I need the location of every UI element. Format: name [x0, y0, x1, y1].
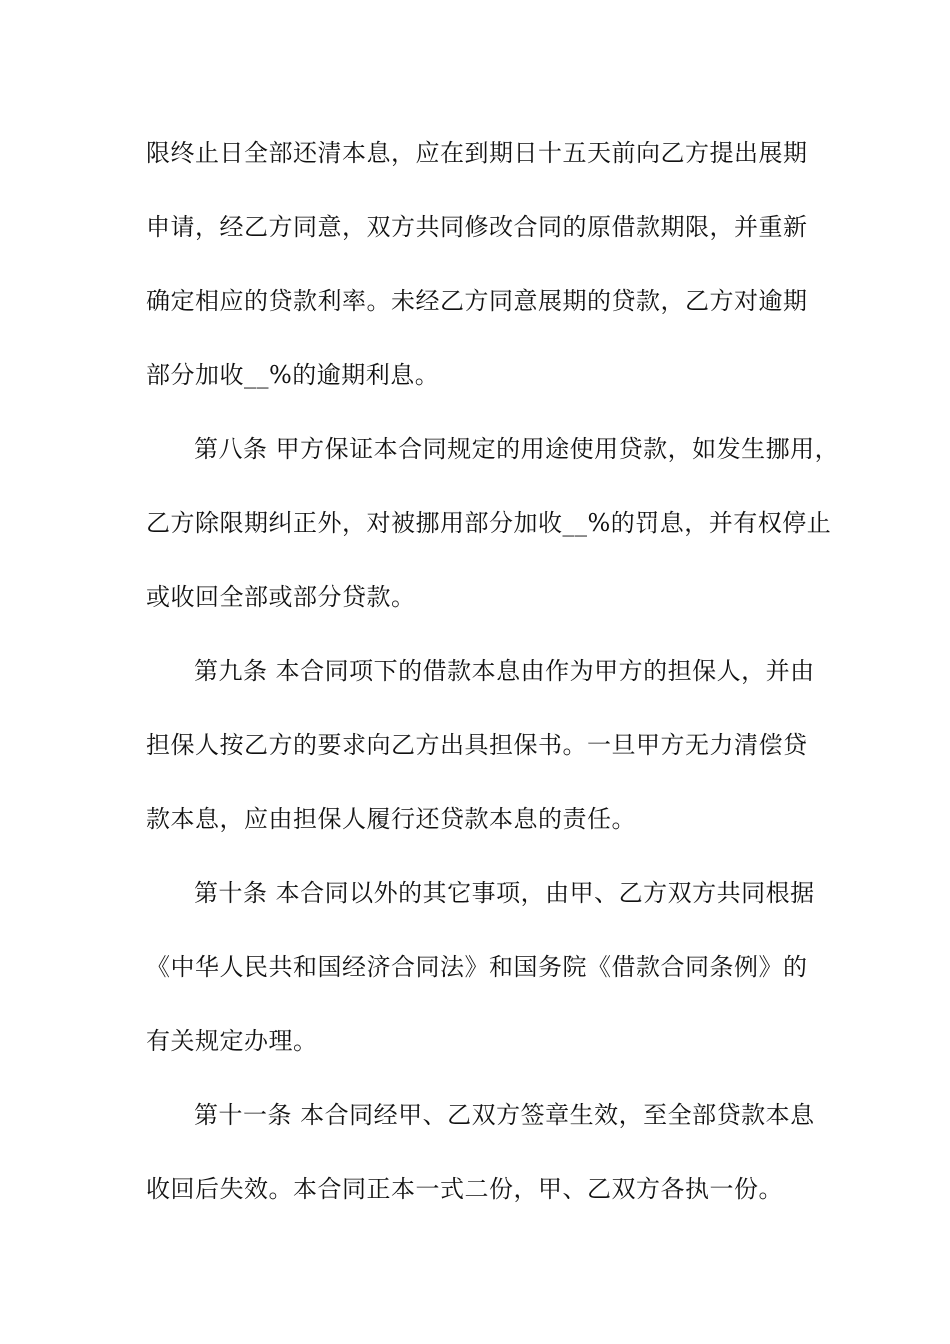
text-line: 担保人按乙方的要求向乙方出具担保书。一旦甲方无力清偿贷	[146, 731, 808, 759]
text-line: 限终止日全部还清本息，应在到期日十五天前向乙方提出展期	[146, 139, 808, 167]
article-8-heading-line: 第八条 甲方保证本合同规定的用途使用贷款，如发生挪用，	[194, 435, 840, 463]
text-line: 《中华人民共和国经济合同法》和国务院《借款合同条例》的	[146, 953, 808, 981]
article-11-heading-line: 第十一条 本合同经甲、乙双方签章生效，至全部贷款本息	[194, 1101, 815, 1129]
text-line: 确定相应的贷款利率。未经乙方同意展期的贷款，乙方对逾期	[146, 287, 808, 315]
text-line: 或收回全部或部分贷款。	[146, 583, 416, 611]
text-line: 收回后失效。本合同正本一式二份，甲、乙双方各执一份。	[146, 1175, 783, 1203]
text-line: 乙方除限期纠正外，对被挪用部分加收__%的罚息，并有权停止	[146, 509, 832, 537]
text-line: 有关规定办理。	[146, 1027, 318, 1055]
text-line: 申请，经乙方同意，双方共同修改合同的原借款期限，并重新	[146, 213, 808, 241]
article-9-heading-line: 第九条 本合同项下的借款本息由作为甲方的担保人，并由	[194, 657, 815, 685]
text-line: 款本息，应由担保人履行还贷款本息的责任。	[146, 805, 636, 833]
text-line: 部分加收__%的逾期利息。	[146, 361, 440, 389]
article-10-heading-line: 第十条 本合同以外的其它事项，由甲、乙方双方共同根据	[194, 879, 815, 907]
